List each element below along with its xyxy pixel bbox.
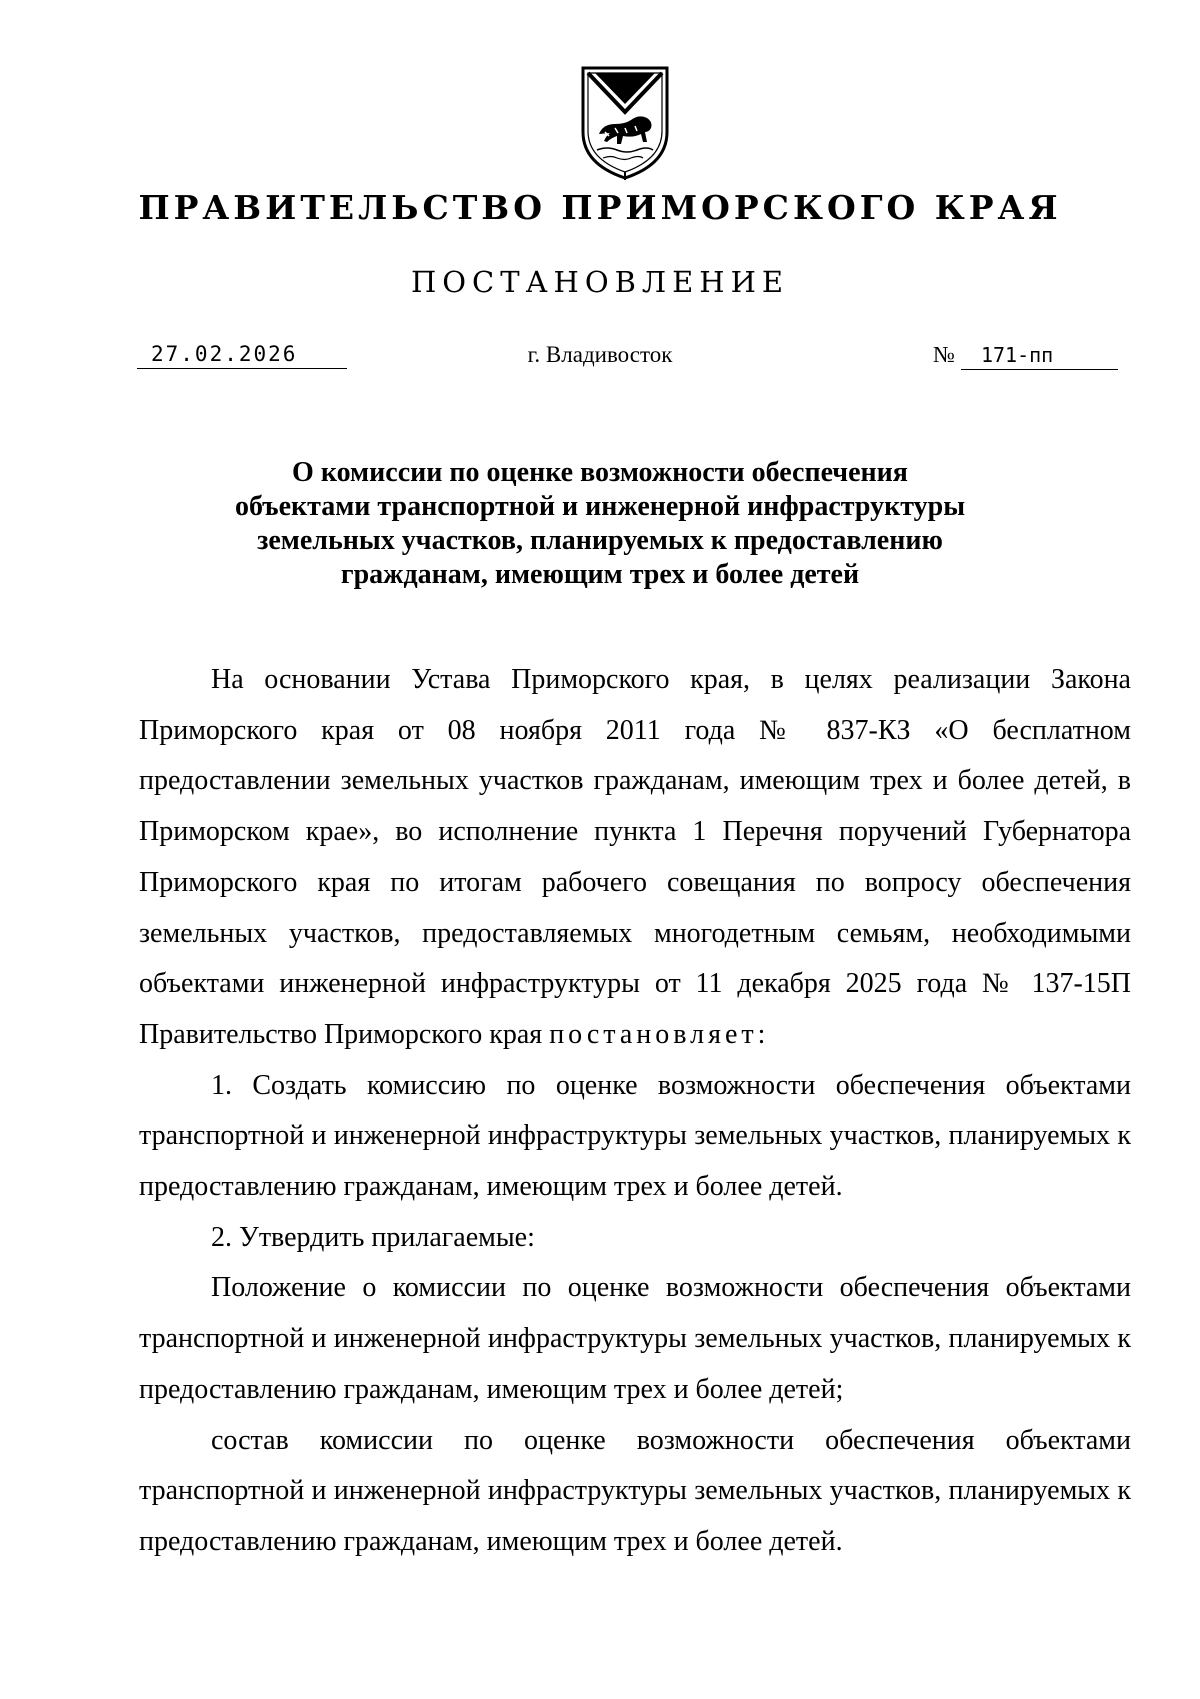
item-paragraph: состав комиссии по оценке возможности обеспечения объектами транспортной и инженерной инфраструктуры земельных участков, планируемых к предоставлению гражданам, имеющим трех и более детей. <box>139 1424 1131 1557</box>
document-subject <box>0 456 1200 592</box>
government-title: ПРАВИТЕЛЬСТВО ПРИМОРСКОГО КРАЯ <box>138 188 1062 227</box>
item-paragraph: Положение о комиссии по оценке возможности обеспечения объектами транспортной и инженерной инфраструктуры земельных участков, планируемых к предоставлению гражданам, имеющим трех и более детей; <box>139 1272 1131 1405</box>
document-type: ПОСТАНОВЛЕНИЕ <box>410 265 790 299</box>
subject-line: О комиссии по оценке возможности обеспечения <box>292 457 908 488</box>
number-value: 171-пп <box>961 343 1118 370</box>
document-date: 27.02.2026 <box>137 342 347 369</box>
document-number <box>933 342 1118 370</box>
number-sign: № <box>933 342 955 367</box>
resolves-colon: : <box>757 1018 766 1050</box>
subject-line: земельных участков, планируемых к предоставлению <box>257 525 943 556</box>
subject-line: гражданам, имеющим трех и более детей <box>340 559 860 590</box>
document-city: г. Владивосток <box>527 342 673 367</box>
preamble-text: На основании Устава Приморского края, в целях реализации Закона Приморского края от 08 ноября 2011 года № 837-КЗ «О бесплатном предоставлении земельных участков гражданам, имеющим трех и более детей, в Приморском крае», во исполнение пункта 1 Перечня поручений Губернатора Приморского края по итогам рабочего совещания по вопросу обеспечения земельных участков, предоставляемых многодетным семьям, необходимыми объектами инженерной инфраструктуры от 11 декабря 2025 года № 137-15П Правительство Приморского края <box>139 664 1131 1050</box>
primorsky-krai-coat-of-arms-icon <box>575 60 675 182</box>
subject-line: объектами транспортной и инженерной инфраструктуры <box>234 491 966 522</box>
document-body <box>139 655 1131 1568</box>
resolves-word: постановляет <box>549 1018 758 1050</box>
item-paragraph: 2. Утвердить прилагаемые: <box>211 1221 535 1253</box>
preamble-paragraph <box>139 655 1131 1061</box>
item-paragraph: 1. Создать комиссию по оценке возможности обеспечения объектами транспортной и инженерной инфраструктуры земельных участков, планируемых к предоставлению гражданам, имеющим трех и более детей. <box>139 1069 1131 1203</box>
